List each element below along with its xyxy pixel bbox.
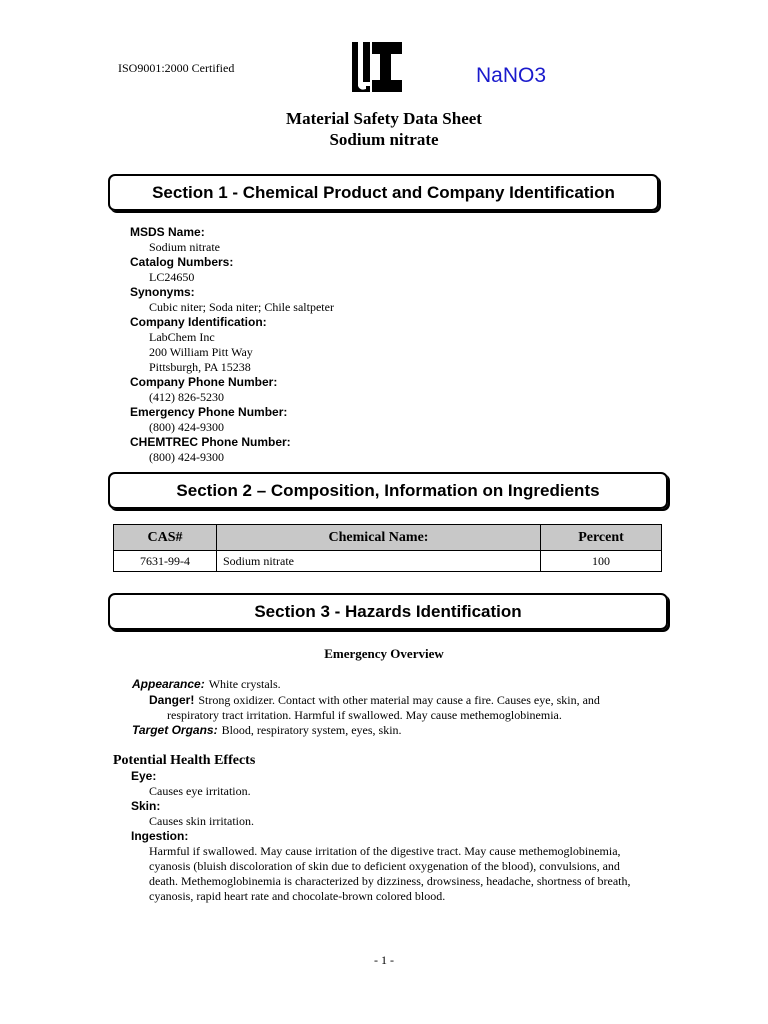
synonyms-value: Cubic niter; Soda niter; Chile saltpeter: [149, 300, 334, 314]
chemtrec-phone-value: (800) 424-9300: [149, 450, 224, 464]
appearance-line: [132, 676, 281, 692]
skin-value: Causes skin irritation.: [149, 814, 254, 828]
danger-statement: [149, 692, 649, 723]
ingestion-line: cyanosis, rapid heart rate and chocolate-brown colored blood.: [149, 889, 446, 903]
catalog-label: Catalog Numbers:: [130, 255, 234, 269]
table-row: [114, 551, 662, 572]
eye-value: Causes eye irritation.: [149, 784, 251, 798]
chemical-name-cell: Sodium nitrate: [217, 551, 541, 572]
danger-label: Danger!: [149, 693, 195, 707]
cas-header: CAS#: [114, 525, 217, 551]
chemical-name-header: Chemical Name:: [217, 525, 541, 551]
cas-cell: 7631-99-4: [114, 551, 217, 572]
catalog-value: LC24650: [149, 270, 195, 284]
target-organs-label: Target Organs:: [132, 723, 218, 737]
ingestion-line: death. Methemoglobinemia is characterized by dizziness, drowsiness, headache, shortness of breath,: [149, 874, 631, 888]
percent-cell: 100: [541, 551, 662, 572]
company-street: 200 William Pitt Way: [149, 345, 253, 359]
document-title: [0, 108, 768, 150]
health-effects-title: Potential Health Effects: [113, 753, 256, 768]
msds-name-value: Sodium nitrate: [149, 240, 220, 254]
emergency-overview-title: Emergency Overview: [324, 646, 444, 661]
ingestion-label: Ingestion:: [131, 829, 189, 843]
company-city: Pittsburgh, PA 15238: [149, 360, 251, 374]
health-effects-list: [131, 769, 661, 904]
appearance-value: White crystals.: [208, 677, 281, 691]
section-1-heading: Section 1 - Chemical Product and Company Identification: [108, 174, 659, 211]
ingestion-line: Harmful if swallowed. May cause irritation of the digestive tract. May cause methemoglobinemia,: [149, 844, 621, 858]
document-title-line: Material Safety Data Sheet: [286, 109, 482, 128]
skin-label: Skin:: [131, 799, 161, 813]
document-subtitle: Sodium nitrate: [329, 130, 439, 149]
table-header-row: [114, 525, 662, 551]
labchem-logo-icon: [352, 42, 402, 92]
certification-text: ISO9001:2000 Certified: [118, 61, 235, 75]
msds-name-label: MSDS Name:: [130, 225, 205, 239]
emergency-phone-label: Emergency Phone Number:: [130, 405, 288, 419]
page-number: - 1 -: [374, 953, 394, 967]
appearance-label: Appearance:: [132, 677, 205, 691]
company-label: Company Identification:: [130, 315, 267, 329]
product-identification-list: [130, 225, 334, 465]
danger-text-line1: Strong oxidizer. Contact with other material may cause a fire. Causes eye, skin, and: [198, 693, 600, 707]
section-3-heading: Section 3 - Hazards Identification: [108, 593, 668, 630]
ingestion-line: cyanosis (bluish discoloration of skin due to deficient oxygenation of the blood), convulsions, and: [149, 859, 620, 873]
synonyms-label: Synonyms:: [130, 285, 195, 299]
chemtrec-phone-label: CHEMTREC Phone Number:: [130, 435, 291, 449]
composition-table: [113, 524, 662, 572]
danger-text-line2: respiratory tract irritation. Harmful if swallowed. May cause methemoglobinemia.: [167, 708, 562, 722]
section-2-heading: Section 2 – Composition, Information on Ingredients: [108, 472, 668, 509]
company-phone-value: (412) 826-5230: [149, 390, 224, 404]
target-organs-value: Blood, respiratory system, eyes, skin.: [221, 723, 402, 737]
eye-label: Eye:: [131, 769, 157, 783]
target-organs-line: [132, 722, 402, 738]
chemical-formula: NaNO3: [476, 64, 547, 87]
company-phone-label: Company Phone Number:: [130, 375, 278, 389]
emergency-phone-value: (800) 424-9300: [149, 420, 224, 434]
percent-header: Percent: [541, 525, 662, 551]
company-name: LabChem Inc: [149, 330, 215, 344]
